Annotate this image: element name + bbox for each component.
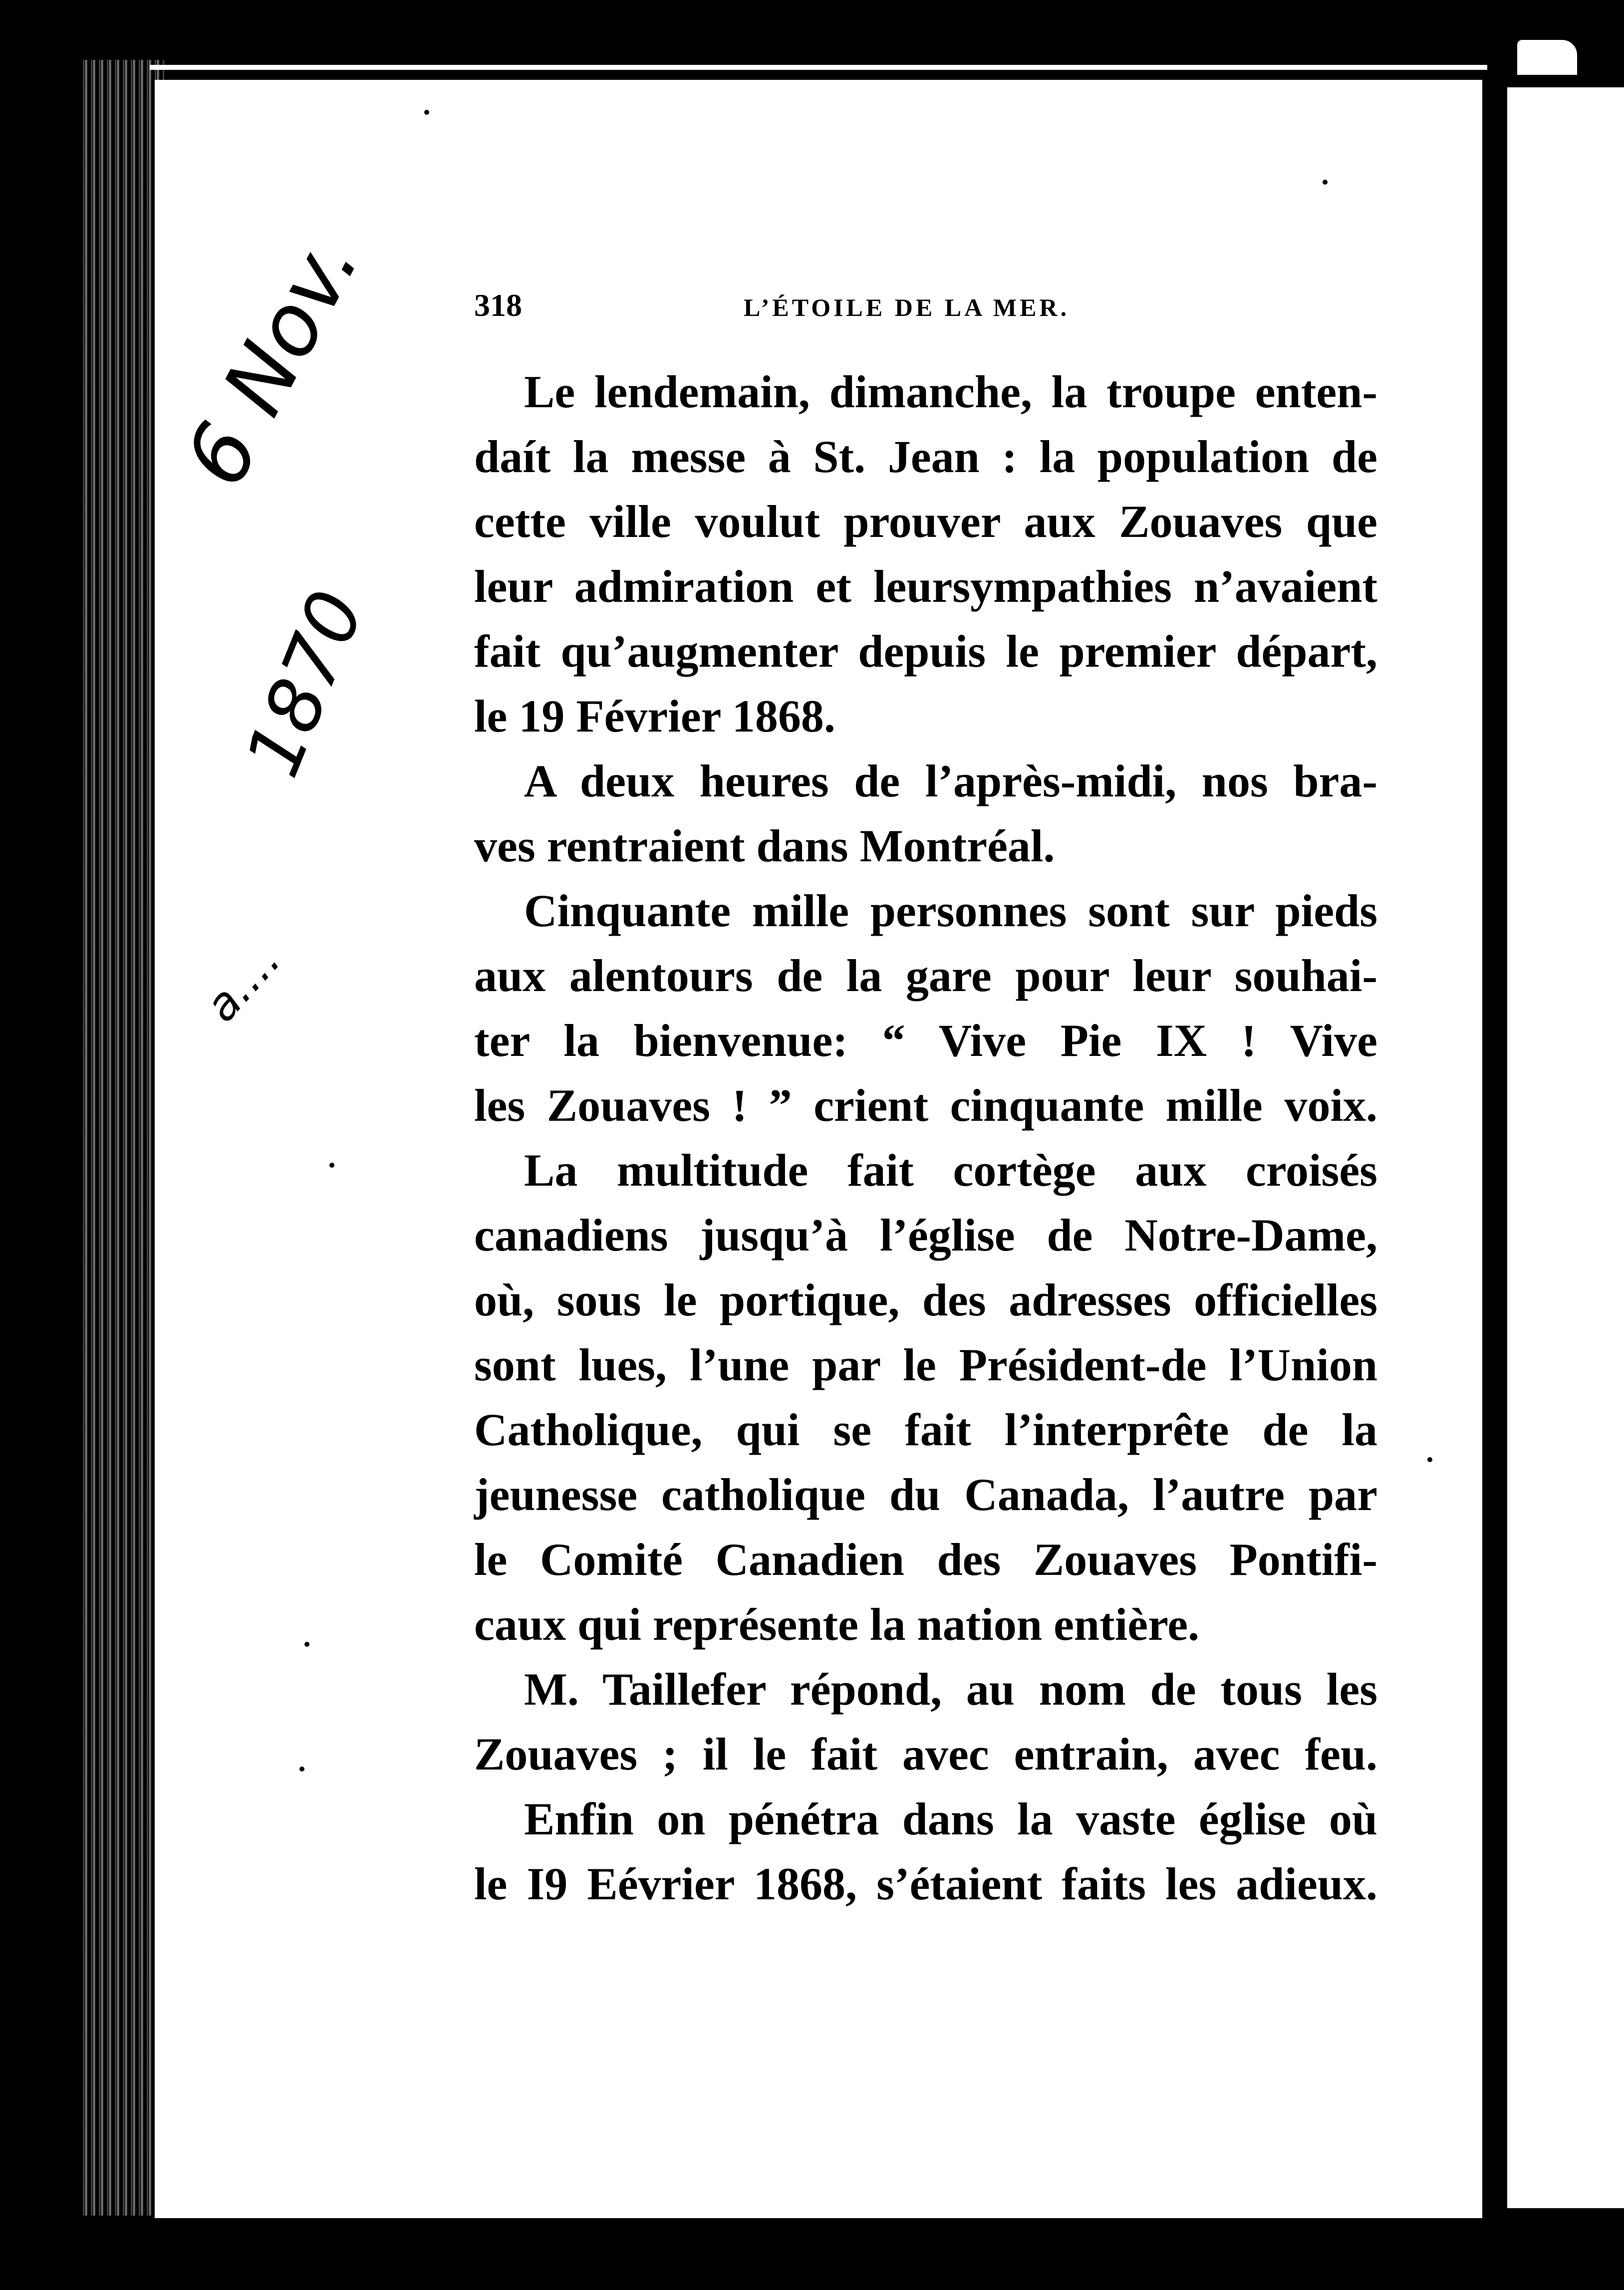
text-line: ter la bienvenue: “ Vive Pie IX ! Vive bbox=[474, 1015, 1377, 1066]
handwritten-note-scribble: a.... bbox=[195, 934, 291, 1032]
text-line: M. Taillefer répond, au nom de tous les bbox=[524, 1664, 1377, 1715]
paragraph-5 bbox=[474, 1657, 1377, 1786]
text-line: La multitude fait cortège aux croisés bbox=[524, 1145, 1377, 1196]
running-head bbox=[474, 287, 1377, 332]
speck bbox=[304, 1642, 309, 1647]
body-text bbox=[474, 359, 1377, 1916]
text-line: Catholique, qui se fait l’interprête de la bbox=[474, 1404, 1377, 1455]
text-line: le I9 Eévrier 1868, s’étaient faits les adieux. bbox=[474, 1858, 1377, 1909]
text-line: aux alentours de la gare pour leur souhai- bbox=[474, 950, 1377, 1001]
text-line: Le lendemain, dimanche, la troupe enten- bbox=[524, 366, 1377, 417]
paragraph-1 bbox=[474, 359, 1377, 749]
page-number: 318 bbox=[474, 287, 522, 323]
paragraph-4 bbox=[474, 1138, 1377, 1657]
text-line: canadiens jusqu’à l’église de Notre-Dame, bbox=[474, 1210, 1377, 1261]
speck bbox=[1323, 180, 1328, 185]
text-line: sont lues, l’une par le Président-de l’Union bbox=[474, 1339, 1377, 1390]
text-line: fait qu’augmenter depuis le premier départ, bbox=[474, 626, 1377, 677]
text-line: A deux heures de l’après-midi, nos bra- bbox=[524, 756, 1377, 806]
text-line: ves rentraient dans Montréal. bbox=[474, 820, 1055, 871]
text-line: Cinquante mille personnes sont sur pieds bbox=[524, 885, 1377, 936]
text-line: jeunesse catholique du Canada, l’autre par bbox=[474, 1469, 1377, 1520]
book-binding bbox=[80, 60, 165, 2216]
text-line: le Comité Canadien des Zouaves Pontifi- bbox=[474, 1534, 1377, 1585]
running-title: L’ÉTOILE DE LA MER. bbox=[744, 293, 1070, 321]
speck bbox=[329, 1163, 334, 1168]
paragraph-2 bbox=[474, 749, 1377, 878]
text-line: où, sous le portique, des adresses officielles bbox=[474, 1274, 1377, 1325]
next-page-corner bbox=[1517, 40, 1577, 75]
text-line: le 19 Février 1868. bbox=[474, 691, 835, 742]
text-line: Enfin on pénétra dans la vaste église où bbox=[524, 1793, 1377, 1844]
speck bbox=[299, 1767, 304, 1772]
text-line: Zouaves ; il le fait avec entrain, avec feu. bbox=[474, 1729, 1377, 1780]
speck bbox=[1427, 1457, 1432, 1462]
next-page-edge bbox=[1507, 87, 1624, 2208]
page-top-edge bbox=[150, 65, 1487, 70]
text-line: caux qui représente la nation entière. bbox=[474, 1599, 1200, 1650]
text-line: daít la messe à St. Jean : la population de bbox=[474, 431, 1377, 482]
speck bbox=[424, 110, 429, 115]
paragraph-3 bbox=[474, 878, 1377, 1138]
text-line: leur admiration et leursympathies n’avaient bbox=[474, 561, 1377, 612]
text-line: cette ville voulut prouver aux Zouaves que bbox=[474, 496, 1377, 547]
paragraph-6 bbox=[474, 1786, 1377, 1916]
text-line: les Zouaves ! ” crient cinquante mille voix. bbox=[474, 1080, 1377, 1131]
handwritten-note-date: 6 Nov. bbox=[166, 220, 379, 502]
handwritten-note-year: 1870 bbox=[229, 579, 381, 788]
